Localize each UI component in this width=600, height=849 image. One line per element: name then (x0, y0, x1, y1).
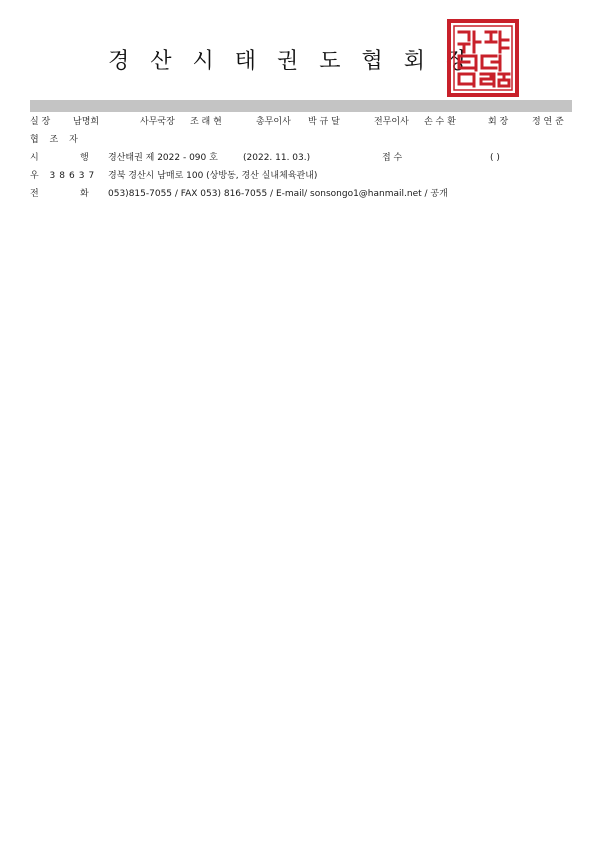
approval-role-5: 회 장 (488, 117, 509, 127)
approval-name-2: 조 래 현 (190, 117, 222, 127)
phone-label: 전 (30, 189, 39, 199)
document-title: 경산시태권도협회장 (108, 49, 489, 74)
approval-role-1: 실 장 (30, 117, 51, 127)
receipt-label: 접 수 (382, 153, 403, 163)
approval-name-3: 박 규 달 (308, 117, 340, 127)
approval-role-4: 전무이사 (374, 117, 409, 127)
address-value: 경북 경산시 남매로 100 (상방동, 경산 실내체육관내) (108, 171, 318, 181)
postal-code: 우 38637 (30, 171, 99, 181)
approval-role-2: 사무국장 (140, 117, 175, 127)
enforcement-label-2: 행 (80, 153, 89, 163)
cooperator-label: 협 조 자 (30, 135, 82, 145)
enforcement-date: (2022. 11. 03.) (243, 153, 311, 163)
enforcement-label: 시 (30, 153, 39, 163)
approval-name-1: 남명희 (73, 117, 100, 127)
header-divider-bar (30, 100, 572, 112)
official-seal-icon (446, 18, 520, 98)
contact-value: 053)815-7055 / FAX 053) 816-7055 / E-mail/ sonsongo1@hanmail.net / 공개 (108, 189, 448, 199)
approval-name-4: 손 수 환 (424, 117, 456, 127)
enforcement-number: 경산태권 제 2022 - 090 호 (108, 153, 218, 163)
seal-graphic (446, 18, 520, 98)
receipt-value: ( ) (490, 153, 500, 163)
approval-name-5: 정 연 준 (532, 117, 564, 127)
phone-label-2: 화 (80, 189, 89, 199)
approval-role-3: 총무이사 (256, 117, 291, 127)
